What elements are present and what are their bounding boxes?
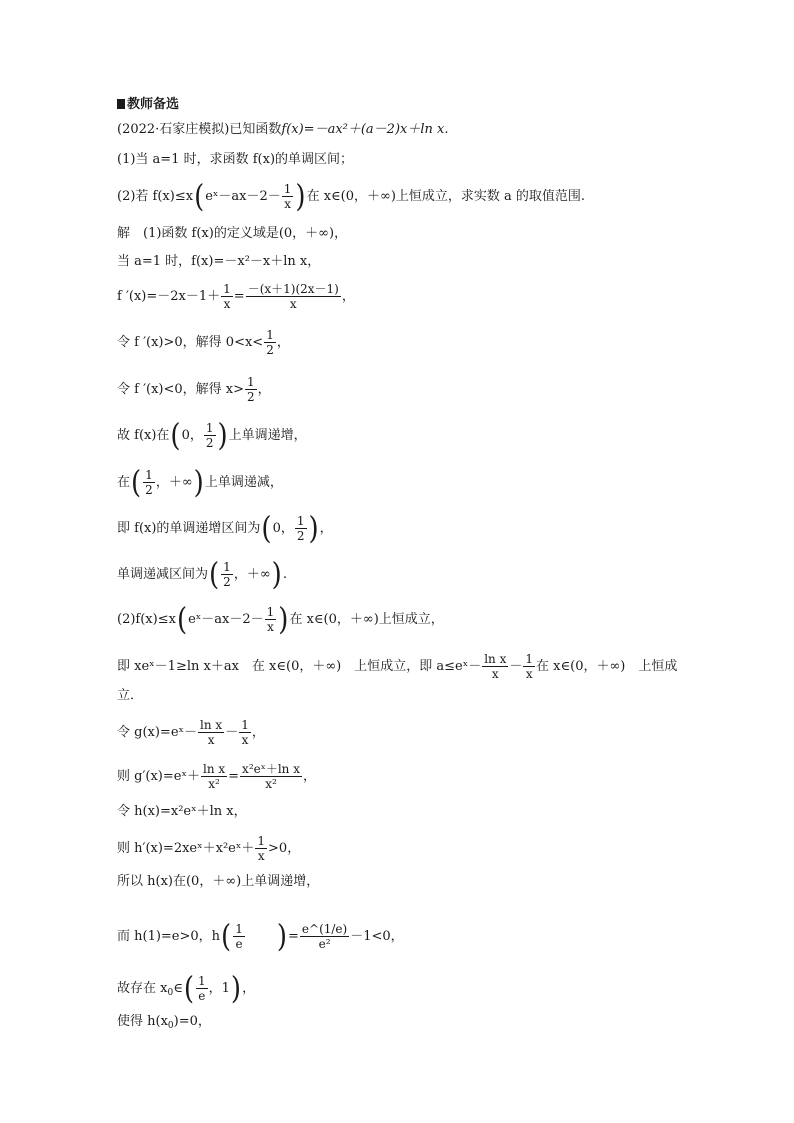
solution-line-9: 单调递减区间为( $\frac{1}{2}$ ，＋∞).	[117, 556, 287, 593]
fraction: $\frac{-(x+1)(2x-1)}{x}$	[247, 282, 339, 311]
solution-line-19: 故存在 $x_0\in$( $\frac{1}{e}$ ，1)，	[117, 970, 256, 1007]
solution-line-4: 令 f ′(x)>0，解得 0<x< $\frac{1}{2}$ ，	[117, 328, 290, 357]
fraction: $\frac{1}{x}$	[266, 605, 275, 634]
fraction: $\frac{1}{x}$	[525, 652, 534, 681]
problem-stem: (2022·石家庄模拟)已知函数f(x)=－ax²＋(a－2)x＋ln x.	[117, 122, 449, 137]
solution-line-15: 令 h(x)=x²eˣ＋ln x，	[117, 804, 247, 819]
fraction: $\frac{1}{x}$	[283, 182, 292, 211]
fraction: $\frac{1}{x}$	[241, 718, 249, 747]
fraction: $\frac{\text{ln x}}{x}$	[200, 718, 223, 747]
solution-line-13: 令 g(x)=eˣ－ $\frac{\text{ln x}}{x}$ － $\frac{1}{x}$ ，	[117, 718, 265, 747]
fraction: $\frac{e\^{}(1/e)}{\text{e²}}$	[301, 922, 348, 951]
solution-line-11: 即 xeˣ－1≥ln x＋ax 在 x∈(0，＋∞) 上恒成立，即 a≤eˣ－ $\frac{\text{ln x}}{x}$ － $\frac{1}{x}$ 在 x∈(0，＋∞) 上恒成	[117, 652, 678, 681]
fraction: $\frac{1}{x}$	[257, 834, 266, 863]
fraction: $\frac{1}{2}$	[296, 514, 305, 543]
fraction: $\frac{1}{e}$	[197, 974, 206, 1003]
solution-line-3: f ′(x)=－2x－1＋ $\frac{1}{x}$ = $\frac{-(x+1)(2x-1)}{x}$ ，	[117, 282, 355, 311]
section-header: 教师备选	[117, 97, 179, 113]
fraction: $\frac{\text{x²eˣ＋ln x}}{\text{x²}}$	[242, 762, 300, 791]
solution-line-1: 解 (1)函数 f(x)的定义域是(0，＋∞)，	[117, 226, 348, 241]
fraction: $\frac{1}{e}$	[235, 922, 243, 951]
solution-line-7: 在( $\frac{1}{2}$ ，＋∞)上单调递减，	[117, 464, 283, 501]
solution-line-14: 则 g′(x)=eˣ＋ $\frac{\text{ln x}}{\text{x²}}$ = $\frac{\text{x²eˣ＋ln x}}{\text{x²}}$ ，	[117, 762, 316, 791]
solution-line-20: 使得 $h(x_0)=0$，	[117, 1014, 211, 1031]
solution-line-2: 当 a=1 时，f(x)=－x²－x＋ln x，	[117, 254, 321, 269]
fraction: $\frac{1}{2}$	[247, 375, 255, 404]
solution-line-16: 则 h′(x)=2xeˣ＋x²eˣ＋ $\frac{1}{x}$ >0，	[117, 834, 301, 863]
fraction: $\frac{1}{x}$	[223, 282, 231, 311]
fraction: $\frac{1}{2}$	[145, 468, 153, 497]
problem-part2: (2)若 f(x)≤x(eˣ－ax－2－ $\frac{1}{x}$ )在 x∈(0，＋∞)上恒成立，求实数 a 的取值范围.	[117, 178, 586, 215]
solution-line-5: 令 f ′(x)<0，解得 x> $\frac{1}{2}$ ，	[117, 375, 271, 404]
fraction: $\frac{1}{2}$	[223, 560, 231, 589]
fraction: $\frac{1}{2}$	[266, 328, 274, 357]
solution-line-18: 而 h(1)=e>0，h( $\frac{1}{e}$ )= $\frac{e\^{}(1/e)}{\text{e²}}$ －1<0，	[117, 918, 404, 955]
fraction: $\frac{1}{2}$	[205, 421, 214, 450]
solution-line-17: 所以 h(x)在(0，＋∞)上单调递增，	[117, 874, 320, 889]
solution-line-6: 故 f(x)在(0， $\frac{1}{2}$ )上单调递增，	[117, 417, 307, 454]
solution-line-12: 立．	[117, 688, 144, 703]
fraction: $\frac{\text{ln x}}{x}$	[484, 652, 507, 681]
fraction: $\frac{\text{ln x}}{\text{x²}}$	[202, 762, 226, 791]
solution-line-8: 即 f(x)的单调递增区间为(0， $\frac{1}{2}$ )，	[117, 510, 333, 547]
problem-part1: (1)当 a=1 时，求函数 f(x)的单调区间；	[117, 152, 354, 167]
section-marker-icon	[117, 99, 125, 109]
solution-line-10: (2)f(x)≤x(eˣ－ax－2－ $\frac{1}{x}$ )在 x∈(0，＋∞)上恒成立，	[117, 601, 444, 638]
